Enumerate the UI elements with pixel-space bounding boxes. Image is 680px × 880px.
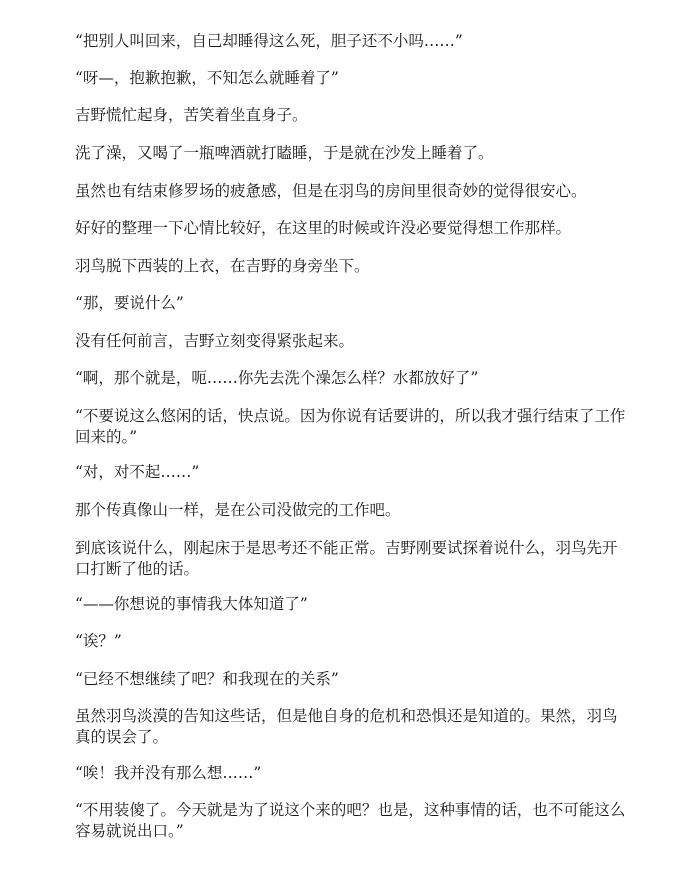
paragraph-15: “——你想说的事情我大体知道了” <box>75 595 308 613</box>
paragraph-20: “不用装傻了。今天就是为了说这个来的吧？也是，这种事情的话，也不可能这么容易就说出口。” <box>75 801 626 840</box>
paragraph-8: “那，要说什么” <box>75 294 184 312</box>
paragraph-12: “对，对不起……” <box>75 463 200 481</box>
paragraph-16: “诶？” <box>75 632 122 650</box>
paragraph-17: “已经不想继续了吧？和我现在的关系” <box>75 670 339 688</box>
paragraph-7: 羽鸟脱下西装的上衣，在吉野的身旁坐下。 <box>75 257 370 275</box>
paragraph-14: 到底该说什么，刚起床于是思考还不能正常。吉野刚要试探着说什么，羽鸟先开口打断了他的话。 <box>75 539 618 578</box>
paragraph-19: “唉！我并没有那么想……” <box>75 764 262 782</box>
paragraph-9: 没有任何前言，吉野立刻变得紧张起来。 <box>75 332 355 350</box>
paragraph-11: “不要说这么悠闲的话，快点说。因为你说有话要讲的，所以我才强行结束了工作回来的。” <box>75 407 626 446</box>
paragraph-6: 好好的整理一下心情比较好，在这里的时候或许没必要觉得想工作那样。 <box>75 219 572 237</box>
paragraph-3: 吉野慌忙起身，苦笑着坐直身子。 <box>75 106 308 124</box>
paragraph-5: 虽然也有结束修罗场的疲惫感，但是在羽鸟的房间里很奇妙的觉得很安心。 <box>75 182 587 200</box>
paragraph-13: 那个传真像山一样，是在公司没做完的工作吧。 <box>75 501 401 519</box>
paragraph-18: 虽然羽鸟淡漠的告知这些话，但是他自身的危机和恐惧还是知道的。果然，羽鸟真的误会了。 <box>75 707 618 746</box>
paragraph-1: “把别人叫回来，自己却睡得这么死，胆子还不小吗……” <box>75 32 463 50</box>
paragraph-10: “啊，那个就是，呃……你先去洗个澡怎么样？水都放好了” <box>75 369 479 387</box>
paragraph-4: 洗了澡，又喝了一瓶啤酒就打瞌睡，于是就在沙发上睡着了。 <box>75 144 494 162</box>
paragraph-2: “呀—，抱歉抱歉，不知怎么就睡着了” <box>75 69 339 87</box>
